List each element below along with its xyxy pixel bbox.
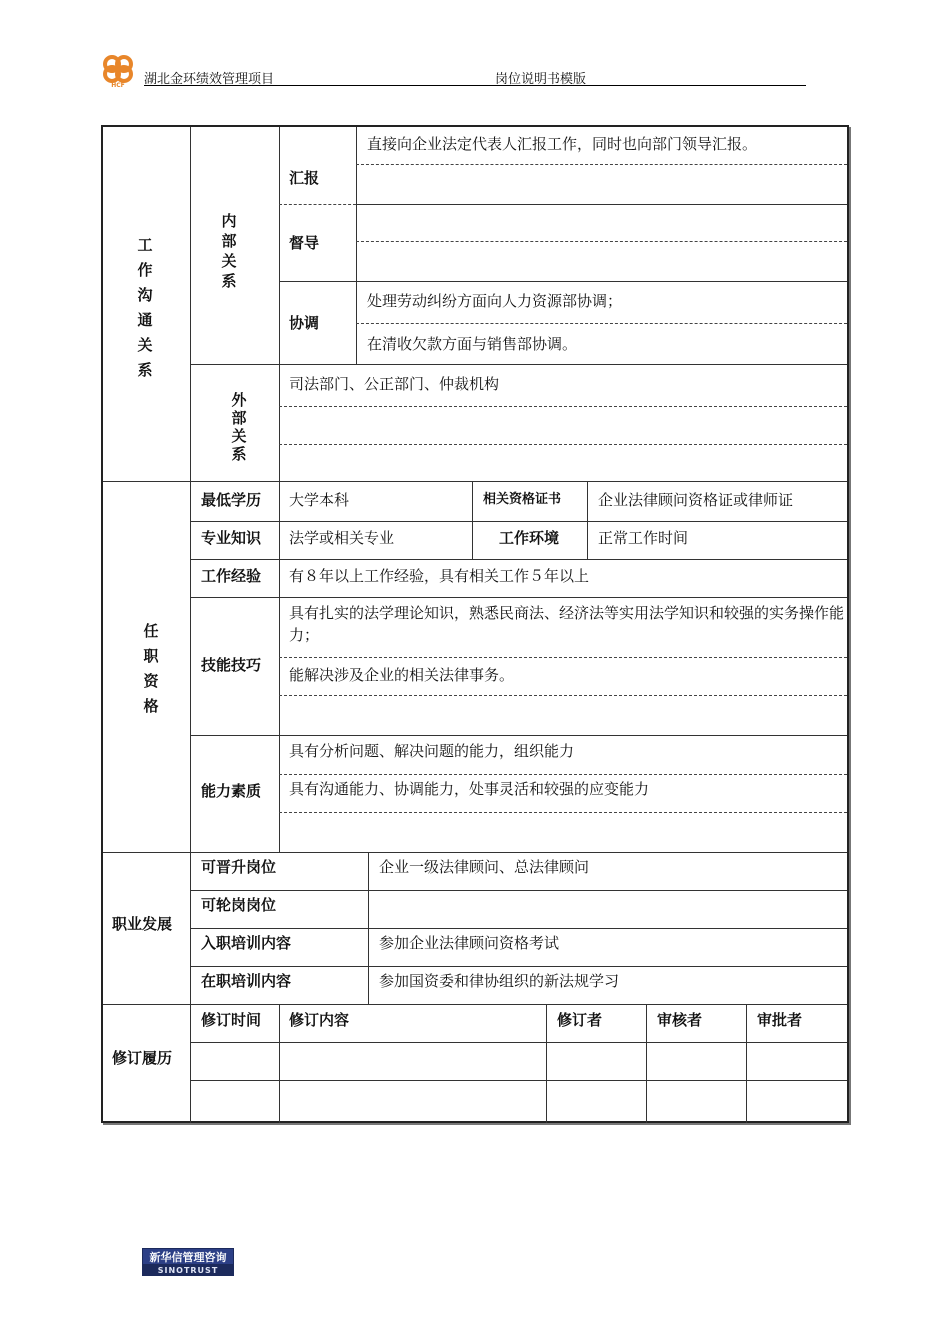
external-text: 司法部门、公正部门、仲裁机构 [289,375,500,393]
svg-text:HCF: HCF [111,82,125,88]
inservice-training-label: 在职培训内容 [201,972,292,990]
inservice-training-value: 参加国资委和律协组织的新法规学习 [379,972,620,990]
knowledge-label: 专业知识 [201,529,262,547]
report-text: 直接向企业法定代表人汇报工作，同时也向部门领导汇报。 [367,135,758,153]
report-label: 汇报 [289,169,320,187]
project-name: 湖北金环绩效管理项目 [144,72,275,87]
ability-label: 能力素质 [201,782,262,800]
education-label: 最低学历 [201,491,262,509]
promotion-value: 企业一级法律顾问、总法律顾问 [379,858,590,876]
ability-line-2: 具有沟通能力、协调能力，处事灵活和较强的应变能力 [289,780,650,798]
skills-line-1: 具有扎实的法学理论知识，熟悉民商法、经济法等实用法学知识和较强的实务操作能力； [289,604,845,644]
environment-value: 正常工作时间 [598,529,689,547]
coordinate-line-2: 在清收欠款方面与销售部协调。 [367,335,578,353]
certificate-label: 相关资格证书 [483,492,562,507]
internal-relations-label: 内部关系 [221,212,237,290]
revision-header-time: 修订时间 [201,1011,262,1029]
document-title: 岗位说明书模版 [495,72,587,87]
table-shadow-right [849,127,851,1125]
section-qualification: 任职资格 [143,622,159,715]
supervise-label: 督导 [289,234,320,252]
external-relations-label: 外部关系 [231,391,247,463]
section-career: 职业发展 [112,915,173,933]
table-shadow-bottom [103,1123,851,1125]
environment-label: 工作环境 [499,529,560,547]
coordinate-line-1: 处理劳动纠纷方面向人力资源部协调； [367,292,623,310]
skills-label: 技能技巧 [201,656,262,674]
rotation-label: 可轮岗岗位 [201,896,277,914]
hcf-logo-icon [100,52,136,88]
onboard-training-label: 入职培训内容 [201,934,292,952]
svg-text:SINOTRUST: SINOTRUST [157,1266,219,1275]
svg-text:新华信管理咨询: 新华信管理咨询 [149,1251,227,1264]
experience-value: 有８年以上工作经验，具有相关工作５年以上 [289,567,590,585]
job-description-table [101,125,849,1123]
experience-label: 工作经验 [201,567,262,585]
page-header [100,52,806,88]
onboard-training-value: 参加企业法律顾问资格考试 [379,934,560,952]
coordinate-label: 协调 [289,314,320,332]
certificate-value: 企业法律顾问资格证或律师证 [598,491,794,509]
section-communication: 工作沟通关系 [137,236,153,379]
revision-header-reviewer: 审核者 [657,1011,703,1029]
ability-line-1: 具有分析问题、解决问题的能力，组织能力 [289,742,575,760]
skills-line-2: 能解决涉及企业的相关法律事务。 [289,666,515,684]
section-revision: 修订履历 [112,1049,173,1067]
knowledge-value: 法学或相关专业 [289,529,395,547]
education-value: 大学本科 [289,491,350,509]
header-rule [144,85,806,86]
revision-header-content: 修订内容 [289,1011,350,1029]
revision-header-reviser: 修订者 [557,1011,603,1029]
sinotrust-logo-icon [142,1248,234,1276]
revision-header-approver: 审批者 [757,1011,803,1029]
promotion-label: 可晋升岗位 [201,858,277,876]
